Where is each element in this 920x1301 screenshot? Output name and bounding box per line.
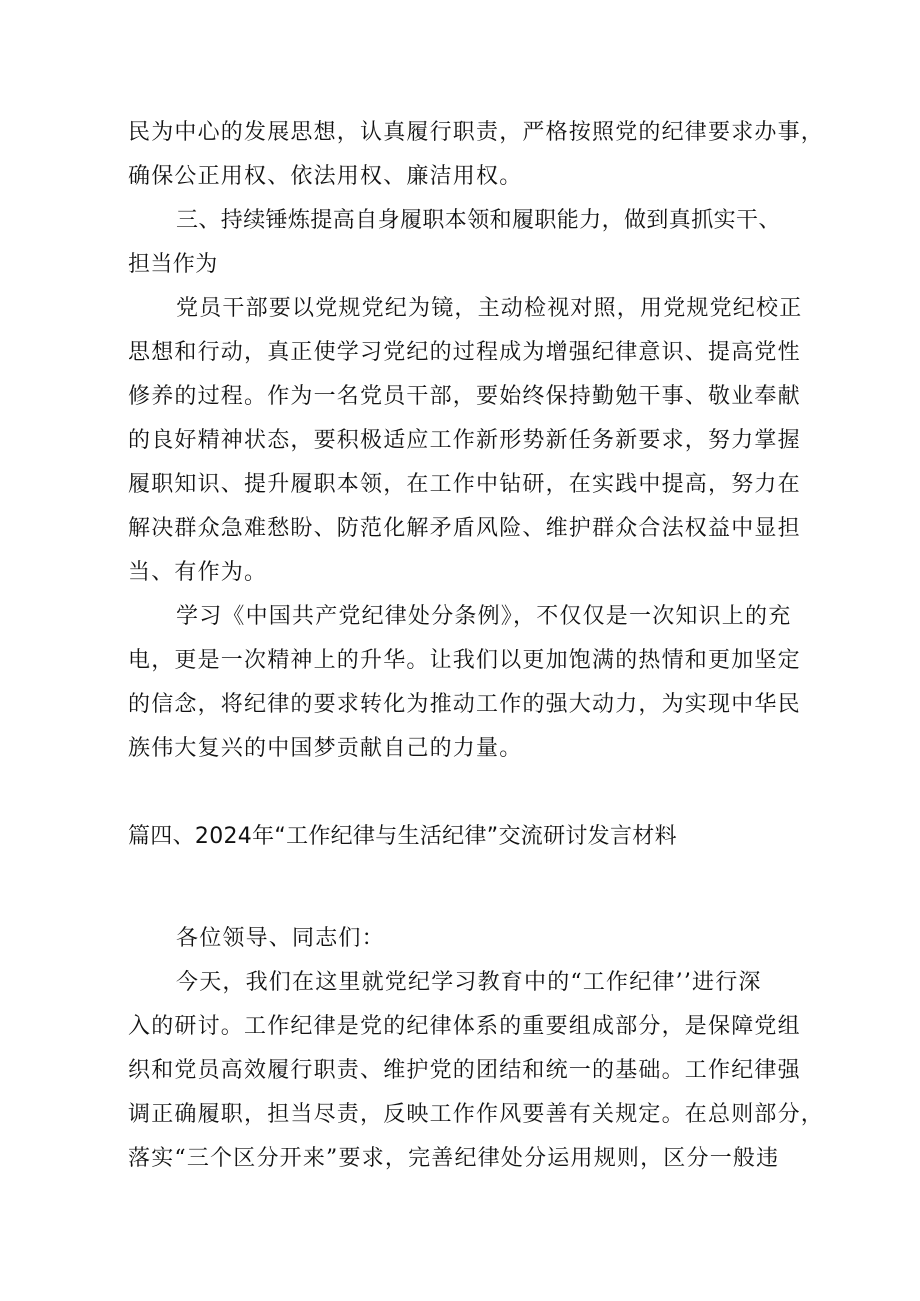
paragraph-line: 解决群众急难愁盼、防范化解矛盾风险、维护群众合法权益中显担 [128,516,801,541]
paragraph-line: 民为中心的发展思想，认真履行职责，严格按照党的纪律要求办事， [128,120,825,145]
paragraph-line: 学习《中国共产党纪律处分条例》，不仅仅是一次知识上的充 [176,604,792,629]
paragraph-line: 今天，我们在这里就党纪学习教育中的“工作纪律’’进行深 [176,970,762,995]
paragraph-line: 族伟大复兴的中国梦贡献自己的力量。 [128,736,523,761]
paragraph-line: 当、有作为。 [128,560,268,585]
section-heading: 三、持续锤炼提高自身履职本领和履职能力，做到真抓实干、 [176,208,781,233]
paragraph-line: 入的研讨。工作纪律是党的纪律体系的重要组成部分，是保障党组 [128,1014,801,1039]
paragraph-line: 织和党员高效履行职责、维护党的团结和统一的基础。工作纪律强 [128,1058,801,1083]
paragraph-line: 的信念，将纪律的要求转化为推动工作的强大动力，为实现中华民 [128,692,801,717]
paragraph-line: 的良好精神状态，要积极适应工作新形势新任务新要求，努力掌握 [128,428,801,453]
paragraph-line: 思想和行动，真正使学习党纪的过程成为增强纪律意识、提高党性 [128,340,801,365]
salutation: 各位领导、同志们： [176,926,385,951]
paragraph-line: 落实“三个区分开来”要求，完善纪律处分运用规则，区分一般违 [128,1146,780,1171]
section-heading: 担当作为 [128,252,218,277]
paragraph-line: 电，更是一次精神上的升华。让我们以更加饱满的热情和更加坚定 [128,648,801,673]
paragraph-line: 确保公正用权、依法用权、廉洁用权。 [128,164,523,189]
paragraph-line: 修养的过程。作为一名党员干部，要始终保持勤勉干事、敬业奉献 [128,384,801,409]
paragraph-line: 党员干部要以党规党纪为镜，主动检视对照，用党规党纪校正 [176,296,803,321]
article-title: 篇四、2024年“工作纪律与生活纪律”交流研讨发言材料 [128,824,677,849]
paragraph-line: 调正确履职，担当尽责，反映工作作风要善有关规定。在总则部分， [128,1102,825,1127]
paragraph-line: 履职知识、提升履职本领，在工作中钻研，在实践中提高，努力在 [128,472,801,497]
